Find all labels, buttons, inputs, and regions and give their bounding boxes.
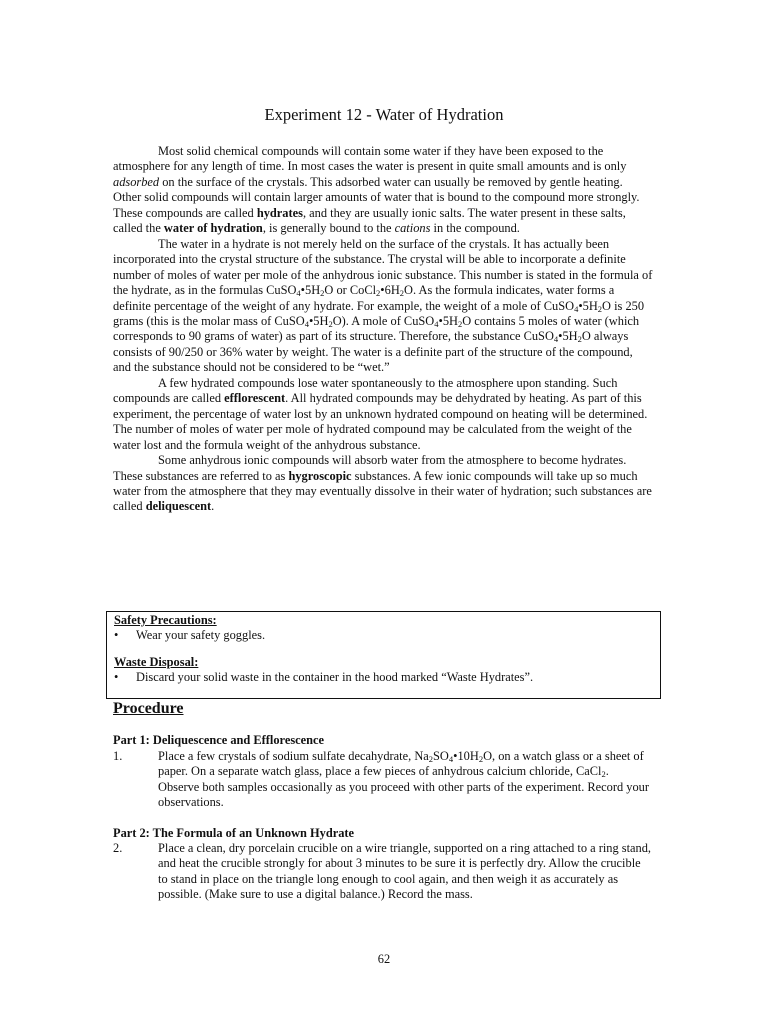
step-text: Place a few crystals of sodium sulfate decahydrate, $Na_2SO_4•10H_2O$, on a watch glass or a sheet of paper. On a separate watch glass, place a few pieces of anhydrous calcium chloride, CaCl$_2$. Observe both samples occasionally as you proceed with other parts of the experiment. Record your observations. <box>158 749 650 810</box>
safety-item-text: Wear your safety goggles. <box>136 628 266 642</box>
intro-paragraph-4: Some anhydrous ionic compounds will absorb water from the atmosphere to become hydrates. These substances are referred to as hygroscopic substances. A few ionic compounds will take up so much water from the atmosphere that they may eventually dissolve in their water of hydration; such substances are called deliquescent. <box>113 453 652 514</box>
procedure-step-1 <box>113 749 653 811</box>
intro-paragraph-2: The water in a hydrate is not merely held on the surface of the crystals. It has actually been incorporated into the crystal structure of the substance. The crystal will be able to incorporate a definite number of moles of water per mole of the anhydrous ionic substance. This number is stated in the formula of the hydrate, as in the formulas $CuSO_4•5H_2O$ or $CoCl_2•6H_2O$. As the formula indicates, water forms a definite percentage of the weight of any hydrate. For example, the weight of a mole of $CuSO_4•5H_2O$ is 250 grams (this is the molar mass of $CuSO_4•5H_2O$). A mole of $CuSO_4•5H_2O$ contains 5 moles of water (which corresponds to 90 grams of water) as part of its structure. Therefore, the substance $CuSO_4•5H_2O$ always consists of 90/250 or 36% water by weight. The water is a definite part of the structure of the compound, and the substance should not be considered to be “wet.” <box>113 236 653 375</box>
step-number: 1. <box>113 749 123 763</box>
waste-item-text: Discard your solid waste in the container in the hood marked “Waste Hydrates”. <box>136 670 534 684</box>
safety-box <box>106 611 661 699</box>
step-text: Place a clean, dry porcelain crucible on a wire triangle, supported on a ring attached to a ring stand, and heat the crucible strongly for about 3 minutes to be sure it is perfectly dry. Allow the crucible to stand in place on the triangle long enough to cool again, and then weigh it as accurately as possible. (Make sure to use a digital balance.) Record the mass. <box>158 841 652 902</box>
bullet: • <box>114 670 119 684</box>
page-title: Experiment 12 - Water of Hydration <box>264 105 504 124</box>
safety-item <box>114 628 660 643</box>
intro-paragraph-1: Most solid chemical compounds will contain some water if they have been exposed to the atmosphere for any length of time. In most cases the water is present in quite small amounts and is only adsorbed on the surface of the crystals. This adsorbed water can usually be removed by gentle heating. Other solid compounds will contain larger amounts of water that is bound to the compound more strongly. These compounds are called hydrates, and they are usually ionic salts. The water present in these salts, called the water of hydration, is generally bound to the cations in the compound. <box>113 144 640 236</box>
step-number: 2. <box>113 841 123 855</box>
procedure-step-2 <box>113 841 653 903</box>
part1-heading: Part 1: Deliquescence and Efflorescence <box>113 733 325 747</box>
introduction <box>113 144 653 515</box>
waste-item <box>114 670 660 685</box>
bullet: • <box>114 628 119 642</box>
waste-heading: Waste Disposal: <box>114 655 199 669</box>
page-number: 62 <box>377 952 391 966</box>
intro-paragraph-3: A few hydrated compounds lose water spontaneously to the atmosphere upon standing. Such compounds are called efflorescent. All hydrated compounds may be dehydrated by heating. As part of this experiment, the percentage of water lost by an unknown hydrated compound on heating will be determined. The number of moles of water per mole of hydrated compound may be calculated from the weight of the water lost and the formula weight of the anhydrous substance. <box>113 375 648 452</box>
procedure-heading: Procedure <box>113 700 184 717</box>
safety-heading: Safety Precautions: <box>114 613 217 627</box>
part2-heading: Part 2: The Formula of an Unknown Hydrate <box>113 826 355 840</box>
